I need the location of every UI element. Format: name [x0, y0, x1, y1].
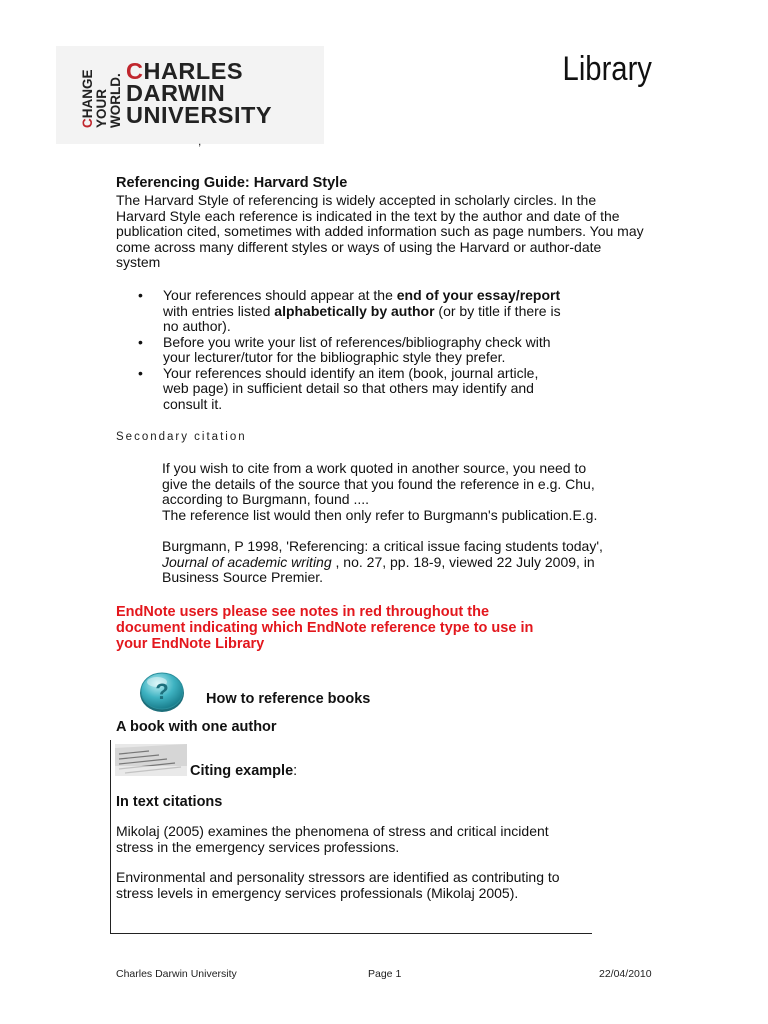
- logo-tagline-your: YOUR: [94, 88, 109, 128]
- list-item: • Your references should identify an item (book, journal article, web page) in sufficient detail so that others may identify and consult it.: [116, 366, 566, 413]
- intro-paragraph: The Harvard Style of referencing is widely accepted in scholarly circles. In the Harvard Style each reference is indicated in the text by the author and date of the publication cited, sometimes with added information such as page numbers. You may come across many different styles or ways of using the Harvard or author-date system: [116, 192, 644, 270]
- example-box-bottom-border: [110, 933, 592, 934]
- svg-text:CHANGE: CHANGE: [80, 69, 95, 128]
- footer-organization: Charles Darwin University: [116, 968, 237, 980]
- footer-page-number: Page 1: [368, 968, 402, 980]
- citing-example-label: [190, 763, 297, 779]
- books-section-title: How to reference books: [206, 691, 371, 707]
- logo-line-charles-text: HARLES: [143, 58, 244, 84]
- logo-tagline-change: HANGE: [80, 69, 95, 119]
- bullet-bold: alphabetically by author: [274, 302, 435, 319]
- logo-line-darwin: DARWIN: [126, 80, 226, 106]
- secondary-citation-para-a: If you wish to cite from a work quoted in another source, you need to give the details of the source that you found the reference in e.g. Chu, according to Burgmann, found ....: [162, 460, 595, 507]
- citing-example-text: Citing example: [190, 763, 294, 779]
- logo-line-university: UNIVERSITY: [126, 102, 273, 128]
- bullet-bold: end of your essay/report: [396, 287, 561, 303]
- reference-example: [162, 539, 612, 586]
- university-logo: [56, 46, 324, 144]
- footer-date: 22/04/2010: [599, 968, 652, 980]
- logo-wordmark: [126, 60, 272, 126]
- logo-line-charles: [126, 60, 272, 82]
- logo-c-letter: C: [126, 58, 144, 84]
- endnote-note: EndNote users please see notes in red throughout the document indicating which EndNote reference type to use in your EndNote Library: [116, 604, 534, 652]
- reference-journal-title: Journal of academic writing: [162, 553, 332, 570]
- guidelines-list: [116, 288, 566, 412]
- citation-example-1: Mikolaj (2005) examines the phenomena of stress and critical incident stress in the emergency services professions.: [116, 823, 549, 855]
- logo-tagline: [78, 58, 126, 128]
- citation-example-2: Environmental and personality stressors are identified as contributing to stress levels in emergency services professionals (Mikolaj 2005).: [116, 869, 560, 901]
- logo-tagline-world: WORLD.: [108, 73, 123, 128]
- reference-text: Burgmann, P 1998, 'Referencing: a critical issue facing students today',: [162, 538, 603, 554]
- list-item: • Before you write your list of references/bibliography check with your lecturer/tutor for the bibliographic style they prefer.: [116, 335, 566, 366]
- book-one-author-heading: A book with one author: [116, 719, 277, 735]
- secondary-citation-heading: Secondary citation: [116, 431, 247, 443]
- document-thumbnail-icon: [115, 744, 187, 776]
- help-icon-glyph: ?: [155, 679, 169, 704]
- library-label: Library: [562, 50, 652, 88]
- example-box-left-border: [110, 740, 111, 934]
- bullet-text: with entries listed: [163, 302, 275, 319]
- secondary-citation-para-b: The reference list would then only refer to Burgmann's publication.E.g.: [162, 506, 598, 523]
- help-icon: [138, 668, 186, 714]
- citing-example-colon: :: [293, 763, 298, 779]
- bullet-text: (or by title if there is no author).: [163, 302, 561, 334]
- bullet-text: Your references should appear at the: [163, 287, 397, 303]
- reference-text: , no. 27, pp. 18-9, viewed 22 July 2009, in Business Source Premier.: [162, 553, 595, 585]
- in-text-citations-heading: In text citations: [116, 794, 223, 810]
- list-item: [116, 288, 566, 335]
- page-title: Referencing Guide: Harvard Style: [116, 175, 348, 191]
- stray-mark: ,: [198, 134, 202, 148]
- secondary-citation-text: [162, 461, 612, 523]
